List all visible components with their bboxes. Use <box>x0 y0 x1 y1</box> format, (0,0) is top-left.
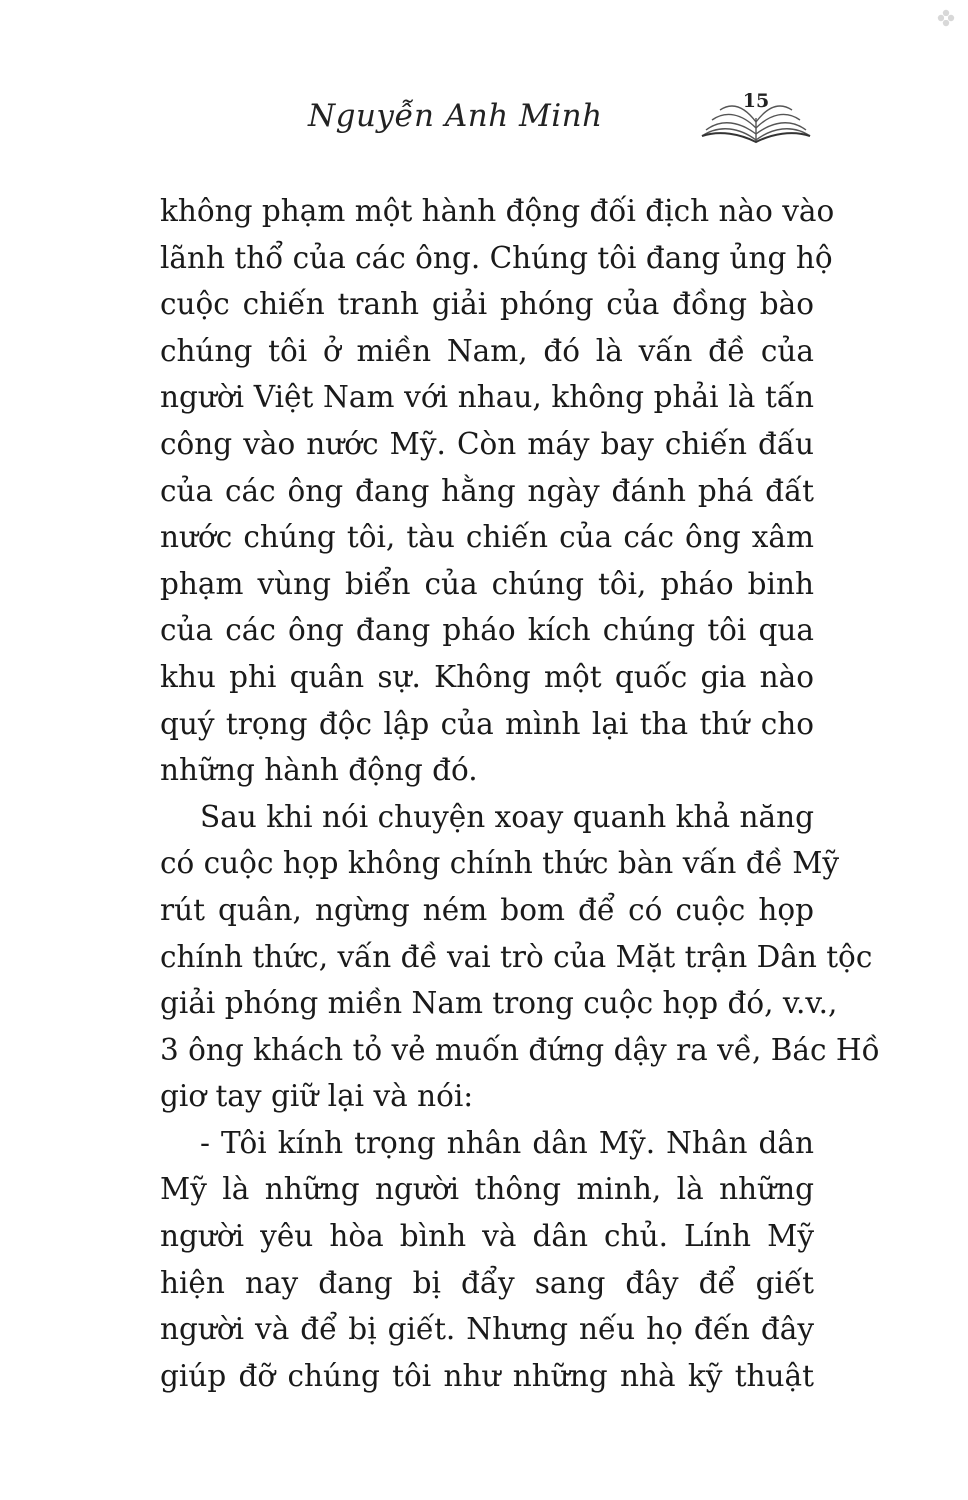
text-line: không phạm một hành động đối địch nào vào <box>160 194 835 228</box>
text-line: người yêu hòa bình và dân chủ. Lính Mỹ <box>160 1219 814 1254</box>
text-line: những hành động đó. <box>160 753 478 788</box>
text-line: chính thức, vấn đề vai trò của Mặt trận Dân tộc <box>160 939 873 974</box>
text-line: hiện nay đang bị đẩy sang đây để giết <box>160 1265 814 1300</box>
text-line: Sau khi nói chuyện xoay quanh khả năng <box>200 799 814 834</box>
text-line: người Việt Nam với nhau, không phải là tấn <box>160 380 814 415</box>
text-line: của các ông đang hằng ngày đánh phá đất <box>160 473 814 508</box>
body-text <box>160 188 880 1399</box>
text-line: người và để bị giết. Nhưng nếu họ đến đây <box>160 1312 814 1347</box>
text-line: nước chúng tôi, tàu chiến của các ông xâm <box>160 520 814 555</box>
text-line: lãnh thổ của các ông. Chúng tôi đang ủng hộ <box>160 240 833 275</box>
text-line: giúp đỡ chúng tôi như những nhà kỹ thuật <box>160 1358 814 1393</box>
flower-icon <box>936 8 956 28</box>
text-line: công vào nước Mỹ. Còn máy bay chiến đấu <box>160 426 814 461</box>
text-line: chúng tôi ở miền Nam, đó là vấn đề của <box>160 333 814 368</box>
text-line: giải phóng miền Nam trong cuộc họp đó, v.v., <box>160 986 838 1021</box>
text-line: phạm vùng biển của chúng tôi, pháo binh <box>160 566 814 601</box>
text-line: của các ông đang pháo kích chúng tôi qua <box>160 613 814 648</box>
text-line: - Tôi kính trọng nhân dân Mỹ. Nhân dân <box>200 1125 814 1160</box>
text-line: cuộc chiến tranh giải phóng của đồng bào <box>160 287 814 322</box>
text-line: 3 ông khách tỏ vẻ muốn đứng dậy ra về, Bác Hồ <box>160 1032 880 1067</box>
text-line: Mỹ là những người thông minh, là những <box>160 1172 814 1207</box>
text-line: giơ tay giữ lại và nói: <box>160 1079 474 1114</box>
page-number: 15 <box>742 90 770 112</box>
text-line: khu phi quân sự. Không một quốc gia nào <box>160 659 814 694</box>
author-name: Nguyễn Anh Minh <box>308 98 603 134</box>
text-line: rút quân, ngừng ném bom để có cuộc họp <box>160 892 814 927</box>
running-header <box>0 78 968 158</box>
text-line: có cuộc họp không chính thức bàn vấn đề Mỹ <box>160 846 840 881</box>
text-line: quý trọng độc lập của mình lại tha thứ cho <box>160 706 814 741</box>
